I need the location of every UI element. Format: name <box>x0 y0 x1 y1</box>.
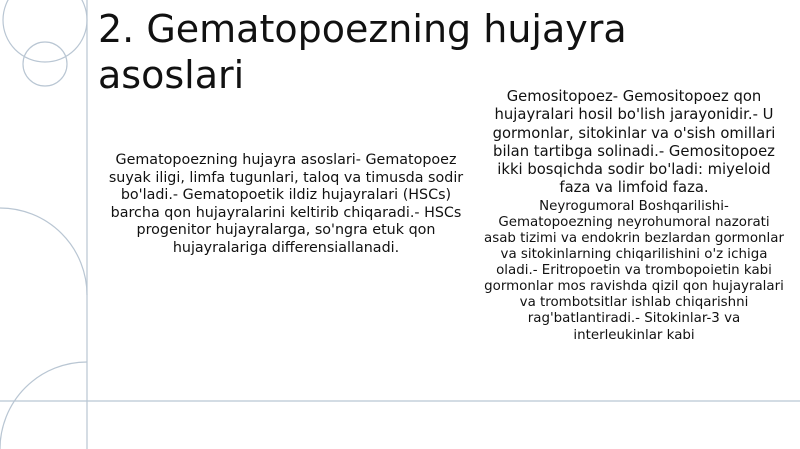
deco-circle-top-small <box>23 42 67 86</box>
deco-arc-bottom <box>0 362 87 449</box>
right-body-paragraph-2: Neyrogumoral Boshqarilishi- Gematopoezning neyrohumoral nazorati asab tizimi va endokrin bezlardan gormonlar va sitokinlarning chiqarilishini o'z ichiga oladi.- Eritropoetin va trombopoietin kabi gormonlar mos ravishda qizil qon hujayralari va trombotsitlar ishlab chiqarishni rag'batlantiradi.- Sitokinlar-3 va interleukinlar kabi <box>484 198 784 343</box>
right-body <box>484 88 784 344</box>
left-body-text: Gematopoezning hujayra asoslari- Gematopoez suyak iligi, limfa tugunlari, taloq va timusda sodir bo'ladi.- Gematopoetik ildiz hujayralari (HSCs) barcha qon hujayralarini keltirib chiqaradi.- HSCs progenitor hujayralarga, so'ngra etuk qon hujayralariga differensiallanadi. <box>108 152 464 256</box>
right-body-paragraph-1: Gemositopoez- Gemositopoez qon hujayralari hosil bo'lish jarayonidir.- U gormonlar, sitokinlar va o'sish omillari bilan tartibga solinadi.- Gemositopoez ikki bosqichda sodir bo'ladi: miyeloid faza va limfoid faza. <box>492 88 776 197</box>
slide-title: 2. Gematopoezning hujayra asoslari <box>98 7 627 97</box>
deco-arc-left <box>0 208 87 295</box>
deco-circle-top-large <box>3 0 87 62</box>
